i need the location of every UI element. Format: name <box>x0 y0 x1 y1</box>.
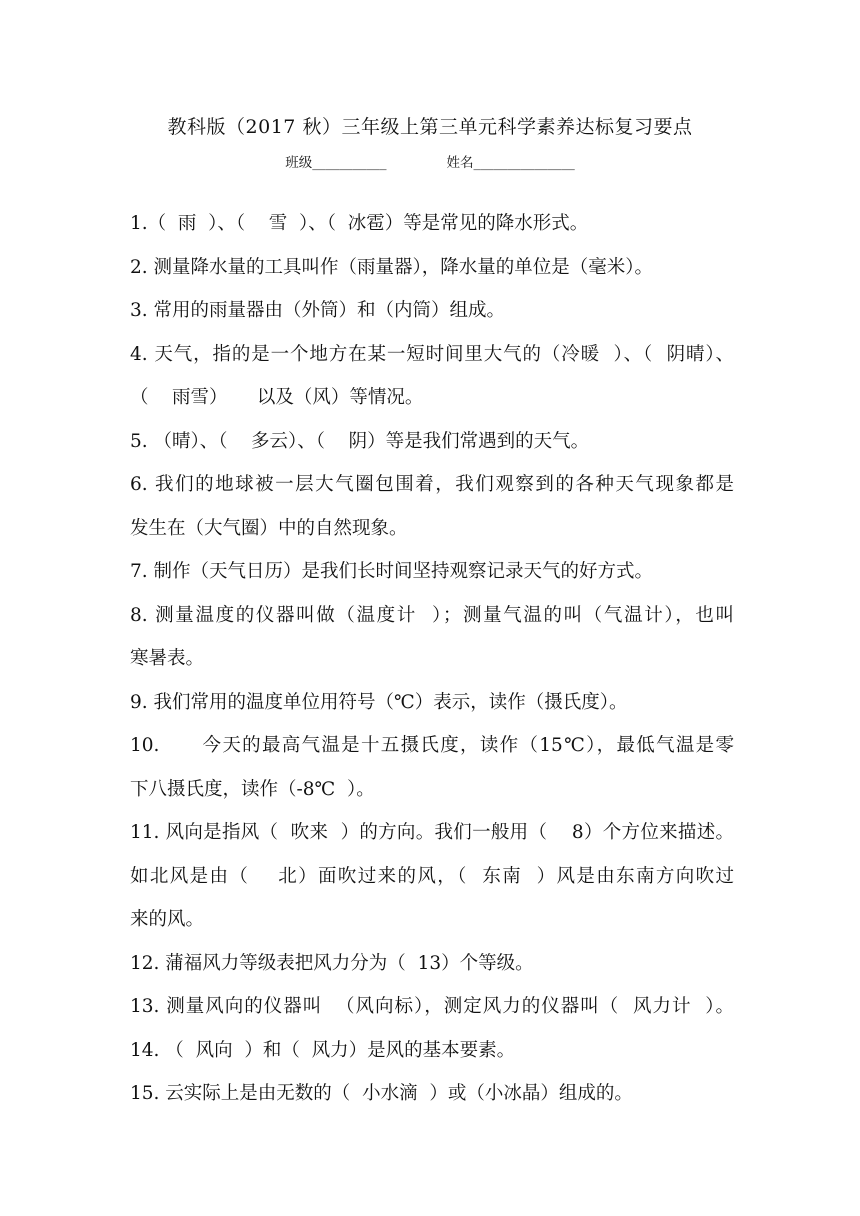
text-line: 12. 蒲福风力等级表把风力分为（ 13）个等级。 <box>130 952 534 974</box>
text-line: 5. （晴）、（ 多云）、（ 阴）等是我们常遇到的天气。 <box>130 430 590 452</box>
text-line: 9. 我们常用的温度单位用符号（℃）表示，读作（摄氏度）。 <box>130 691 628 713</box>
text-line: 如北风是由（ 北）面吹过来的风，（ 东南 ）风是由东南方向吹过 <box>130 865 734 887</box>
class-field: 班级___________ <box>285 155 387 171</box>
text-line: 15. 云实际上是由无数的（ 小水滴 ）或（小冰晶）组成的。 <box>130 1083 633 1104</box>
name-field: 姓名_______________ <box>446 155 575 171</box>
review-points <box>130 202 734 1116</box>
text-line: 下八摄氏度，读作（-8℃ ）。 <box>130 778 375 800</box>
student-info-row <box>0 151 860 171</box>
text-line: 13. 测量风向的仪器叫 （风向标），测定风力的仪器叫（ 风力计 ）。 <box>130 996 734 1017</box>
text-line: 14. （ 风向 ）和（ 风力）是风的基本要素。 <box>130 1039 516 1061</box>
text-line: 2. 测量降水量的工具叫作（雨量器），降水量的单位是（毫米）。 <box>130 256 654 278</box>
text-line: 3. 常用的雨量器由（外筒）和（内筒）组成。 <box>130 300 506 321</box>
text-line: 7. 制作（天气日历）是我们长时间坚持观察记录天气的好方式。 <box>130 561 654 582</box>
text-line: 1.（ 雨 ）、（ 雪 ）、（ 冰雹）等是常见的降水形式。 <box>130 213 589 234</box>
document-title: 教科版（2017 秋）三年级上第三单元科学素养达标复习要点 <box>167 116 693 138</box>
text-line: 来的风。 <box>130 909 205 930</box>
text-line: 11. 风向是指风（ 吹来 ）的方向。我们一般用（ 8）个方位来描述。 <box>130 822 734 843</box>
text-line: 寒暑表。 <box>130 648 205 669</box>
text-line: 发生在（大气圈）中的自然现象。 <box>130 517 408 539</box>
text-line: 6. 我们的地球被一层大气圈包围着，我们观察到的各种天气现象都是 <box>130 474 734 495</box>
text-line: 4. 天气，指的是一个地方在某一短时间里大气的（冷暖 ）、（ 阴晴）、 <box>130 343 734 365</box>
text-line: 10. 今天的最高气温是十五摄氏度，读作（15℃），最低气温是零 <box>130 735 734 756</box>
text-line: 8. 测量温度的仪器叫做（温度计 ）；测量气温的叫（气温计），也叫 <box>130 604 734 626</box>
text-line: （ 雨雪） 以及（风）等情况。 <box>130 387 424 408</box>
